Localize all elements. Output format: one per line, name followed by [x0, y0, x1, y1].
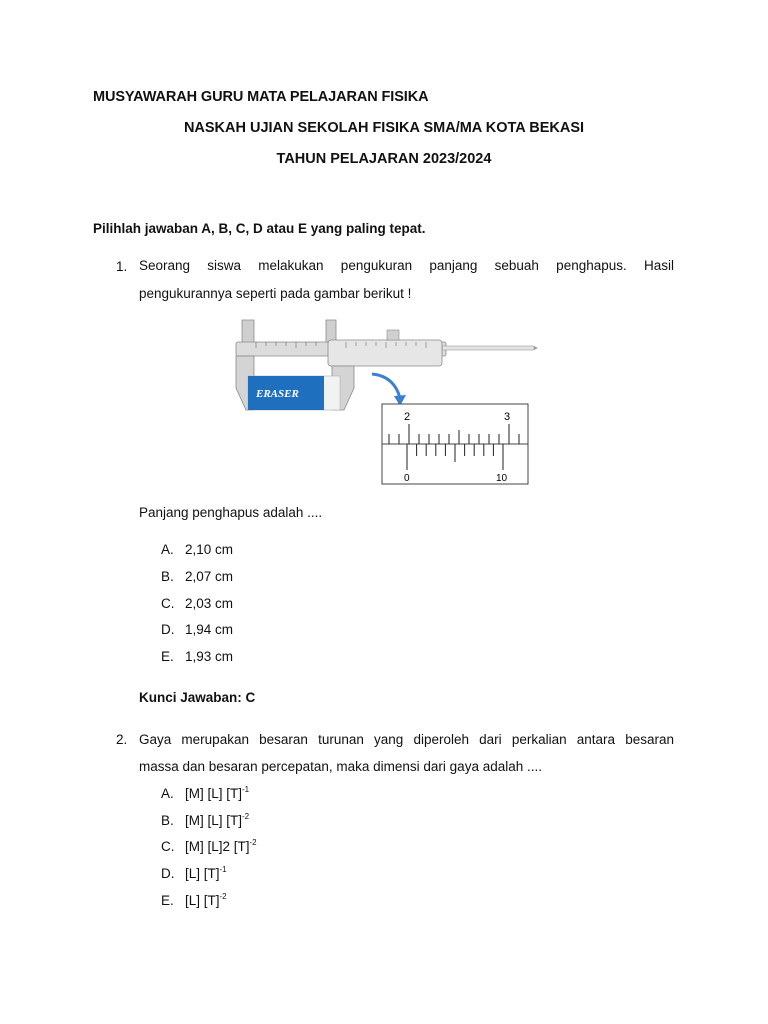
- q1-option-e[interactable]: [161, 649, 233, 664]
- question-2-line-2: massa dan besaran percepatan, maka dimensi dari gaya adalah ....: [139, 759, 542, 774]
- option-letter: B.: [161, 813, 174, 828]
- option-letter: B.: [161, 569, 174, 584]
- option-base: [M] [L] [T]: [185, 813, 243, 828]
- option-letter: A.: [161, 542, 174, 557]
- question-1-number: 1.: [116, 259, 128, 274]
- option-base: [M] [L] [T]: [185, 786, 243, 801]
- vernier-caliper-figure: [232, 318, 540, 488]
- q2-option-b[interactable]: [161, 812, 249, 828]
- q2-option-a[interactable]: [161, 785, 249, 801]
- q2-option-e[interactable]: [161, 892, 227, 908]
- zoomed-scale: [382, 404, 528, 484]
- q2-option-c[interactable]: [161, 838, 257, 854]
- option-exponent: -2: [249, 838, 257, 847]
- option-letter: E.: [161, 649, 174, 664]
- option-text: 2,07 cm: [185, 569, 234, 584]
- question-2-number: 2.: [116, 732, 128, 747]
- main-scale-label-2: 2: [404, 411, 411, 423]
- option-base: [L] [T]: [185, 866, 220, 881]
- q1-option-d[interactable]: [161, 622, 233, 637]
- q2-option-d[interactable]: [161, 865, 227, 881]
- option-base: [L] [T]: [185, 893, 220, 908]
- vernier-scale-label-10: 10: [496, 473, 508, 484]
- option-exponent: -1: [242, 785, 250, 794]
- option-text: 1,94 cm: [185, 622, 234, 637]
- header-line-1: MUSYAWARAH GURU MATA PELAJARAN FISIKA: [93, 89, 429, 105]
- option-base: [M] [L]2 [T]: [185, 839, 250, 854]
- option-letter: C.: [161, 596, 175, 611]
- option-text: 2,03 cm: [185, 596, 234, 611]
- question-2-line-1: Gaya merupakan besaran turunan yang diperoleh dari perkalian antara besaran: [139, 732, 674, 747]
- option-letter: E.: [161, 893, 174, 908]
- option-exponent: -2: [242, 812, 250, 821]
- option-exponent: -1: [219, 865, 227, 874]
- option-letter: A.: [161, 786, 174, 801]
- header-line-3: TAHUN PELAJARAN 2023/2024: [276, 151, 492, 167]
- option-text: 1,93 cm: [185, 649, 234, 664]
- instruction-text: Pilihlah jawaban A, B, C, D atau E yang paling tepat.: [93, 221, 426, 236]
- eraser-label: ERASER: [256, 388, 299, 400]
- option-text: 2,10 cm: [185, 542, 234, 557]
- option-exponent: -2: [219, 892, 227, 901]
- option-letter: C.: [161, 839, 175, 854]
- main-scale-label-3: 3: [504, 411, 511, 423]
- option-letter: D.: [161, 622, 175, 637]
- vernier-scale-label-0: 0: [404, 473, 410, 484]
- q1-option-b[interactable]: [161, 569, 233, 584]
- answer-key: Kunci Jawaban: C: [139, 690, 256, 705]
- header-line-2: NASKAH UJIAN SEKOLAH FISIKA SMA/MA KOTA BEKASI: [183, 120, 585, 136]
- q1-option-a[interactable]: [161, 542, 233, 557]
- question-1-text: Seorang siswa melakukan pengukuran panjang sebuah penghapus. Hasil pengukurannya seperti pada gambar berikut !: [139, 258, 674, 301]
- question-1-prompt: Panjang penghapus adalah ....: [139, 505, 323, 520]
- q1-option-c[interactable]: [161, 596, 233, 611]
- option-letter: D.: [161, 866, 175, 881]
- arrow-icon: [372, 374, 400, 398]
